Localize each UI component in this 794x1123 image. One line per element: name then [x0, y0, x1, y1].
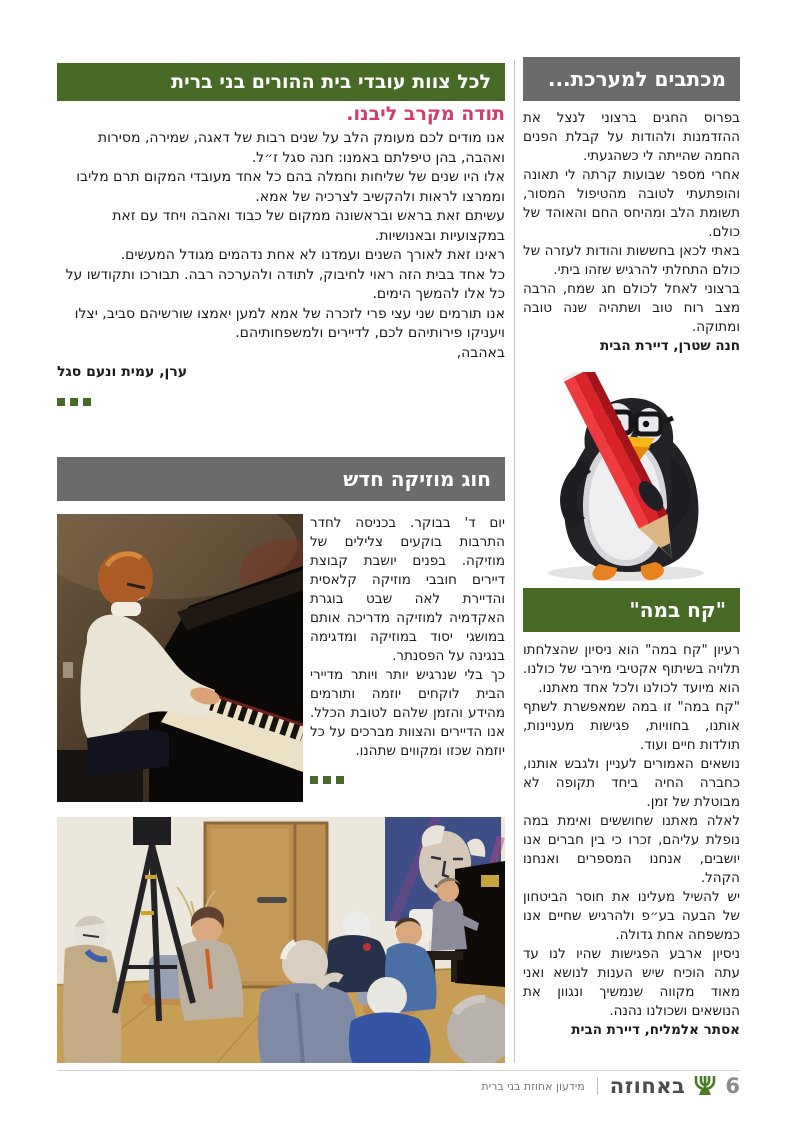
stage-signature: אסתר אלמליח, דיירת הבית [571, 1022, 740, 1038]
green-square-icon [83, 398, 91, 406]
stage-section-title: "קח במה" [629, 598, 726, 622]
paragraph: ניסיון ארבע הפגישות שהיו לנו עד עתה הוכיח שיש הענות לנושא ואני מאוד מקווה שנמשיך ונגוון את הנושאים ושכולנו נהנה. [523, 946, 740, 1019]
penguin-mascot-image [523, 372, 740, 584]
green-square-icon [70, 398, 78, 406]
newsletter-name: מידעון אחוזת בני ברית [481, 1079, 585, 1093]
audience-photo [57, 817, 505, 1063]
paragraph: ראינו זאת לאורך השנים ועמדנו לא אחת נדהמים מגודל המעשים. [120, 247, 505, 263]
piano-player-photo [57, 514, 303, 802]
page-footer [481, 1074, 740, 1098]
music-section-title: חוג מוזיקה חדש [343, 467, 491, 491]
green-square-icon [323, 776, 331, 784]
column-divider [514, 60, 515, 1063]
paragraph: לאלה מאתנו שחוששים ואימת במה נופלת עליהם, זכרו כי בין חברים אנו יושבים, אנחנו המספרים ואנחנו הקהל. [523, 813, 740, 886]
footer-separator [597, 1077, 598, 1095]
letters-signature: חנה שטרן, דיירת הבית [599, 338, 740, 354]
paragraph: כל אחד בבית הזה ראוי לחיבוק, לתודה ולהערכה רבה. תבורכו ותקודשו על כל אלו להמשך הימים. [65, 266, 505, 302]
letters-body-text [523, 109, 740, 356]
paragraph: אנו מודים לכם מעומק הלב על שנים רבות של דאגה, שמירה, מסירות ואהבה, בהן טיפלתם באמנו: חנה סגל ז״ל. [97, 130, 505, 166]
letters-section-title: מכתבים למערכת... [547, 67, 726, 91]
stage-section-header [523, 588, 740, 632]
paragraph: אלו היו שנים של שליחות וחמלה בהם כל אחד מעובדי המקום תרם מליבו וממרצו לראות ולהקשיב לצרכיה של אמא. [76, 169, 505, 205]
footer-divider [57, 1070, 740, 1071]
menorah-logo-icon [692, 1074, 718, 1098]
paragraph: יש להשיל מעלינו את חוסר הביטחון של הבעה בע״פ ולהרגיש שחיים אנו כמשפחה אחת גדולה. [523, 889, 740, 943]
thanks-subtitle: תודה מקרב ליבנו. [346, 103, 505, 125]
stage-body-text [523, 641, 740, 1040]
paragraph: עשיתם זאת בראש ובראשונה ממקום של כבוד ואהבה ויחד עם זאת במקצועיות ובאנושיות. [112, 208, 505, 244]
piano-photo-illustration [57, 514, 303, 802]
thanks-signature: ערן, עמית ונעם סגל [57, 364, 188, 380]
newsletter-logo-text: באחוזה [609, 1074, 686, 1098]
paragraph: ברצוני לאחל לכולם חג שמח, הרבה מצב רוח טוב ושתהיה שנה טובה ומתוקה. [523, 281, 740, 335]
paragraph: רעיון "קח במה" הוא ניסיון שהצלחתו תלויה בשיתוף אקטיבי מירבי של כולנו. הוא מיועד לכולנו ולכל אחד מאתנו. [523, 642, 740, 696]
section-end-marker [57, 393, 505, 402]
audience-photo-illustration [57, 817, 505, 1063]
paragraph: אנו תורמים שני עצי פרי לזכרה של אמא למען יאמצו שורשיהם סביב, יצלו ויעניקו פירותיהם לכם, לדיירים ולמשפחותיהם. [74, 305, 505, 341]
thanks-body-text [57, 129, 505, 402]
paragraph: בפרוס החגים ברצוני לנצל את ההזדמנות ולהודות על קבלת הפנים החמה שהייתה לי כשהגעתי. [523, 110, 740, 164]
green-square-icon [310, 776, 318, 784]
paragraph: יום ד' בבוקר. בכניסה לחדר התרבות בוקעים צלילים של מוזיקה. בפנים יושבת קבוצת דיירים חובבי מוזיקה קלאסית והדיירת לאה שבט בוגרת האקדמיה למוזיקה מדריכה אותם במושגי יסוד במוזיקה ומדגימה בנגינה על הפסנתר. [310, 515, 505, 664]
thanks-section-header [57, 63, 505, 101]
green-square-icon [57, 398, 65, 406]
paragraph: נושאים האמורים לעניין ולגבש אותנו, כחברה החיה ביחד תקופה לא מבוטלת של זמן. [523, 756, 740, 810]
letters-section-header [523, 57, 740, 101]
thanks-section-title: לכל צוות עובדי בית ההורים בני ברית [171, 71, 491, 93]
paragraph: אחרי מספר שבועות קרתה לי תאונה והופתעתי לטובה מהטיפול המסור, תשומת הלב ומהיחס החם והאוהד של כולם. [523, 167, 740, 240]
paragraph: "קח במה" זו במה שמאפשרת לשתף אותנו, בחוויות, פגישות מעניינות, תולדות חיים ועוד. [523, 699, 740, 753]
green-square-icon [336, 776, 344, 784]
music-body-text [310, 514, 505, 780]
music-section-header [57, 457, 505, 501]
penguin-with-pencil-icon [523, 372, 740, 584]
section-end-marker [310, 771, 505, 780]
page-number: 6 [725, 1074, 740, 1098]
paragraph: כך בלי שנרגיש יותר ויותר מדיירי הבית לוקחים יוזמה ותורמים מהידע והזמן שלהם לטובת הכלל. אנו הדיירים והצוות מברכים על כל יוזמה שכזו ומקווים שתהנו. [310, 667, 505, 759]
paragraph: באתי לכאן בחששות והודות לעזרה של כולם התחלתי להרגיש שזהו ביתי. [523, 243, 740, 278]
paragraph: באהבה, [456, 344, 505, 361]
